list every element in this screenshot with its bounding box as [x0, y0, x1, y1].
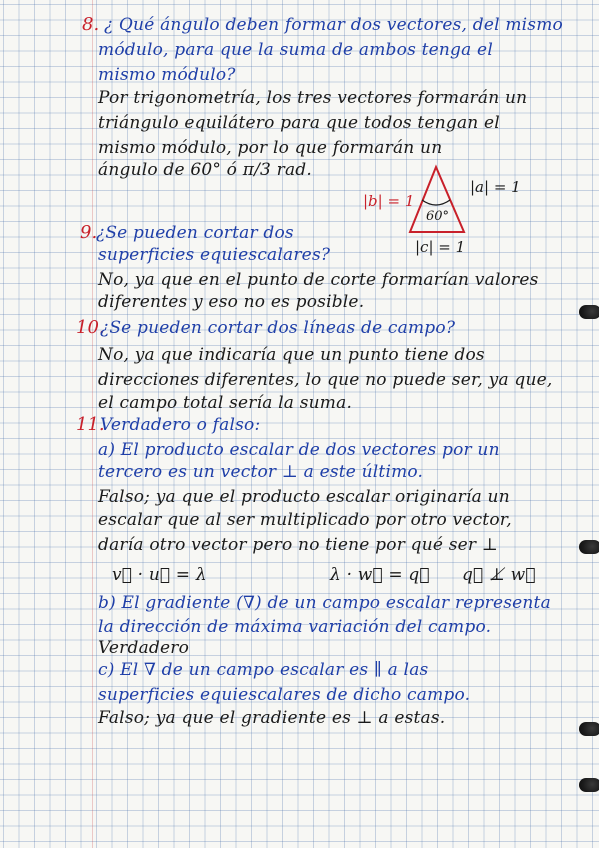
- question-8-number: 8.: [82, 14, 100, 35]
- label-c-magnitude: |c| = 1: [415, 238, 466, 256]
- binder-ring: [579, 722, 599, 736]
- statement-b-line: la dirección de máxima variación del campo.: [98, 617, 492, 637]
- question-10-number: 10.: [76, 317, 105, 338]
- question-11-number: 11.: [76, 414, 105, 435]
- answer-b-line: Verdadero: [98, 638, 190, 658]
- angle-arc: [422, 200, 450, 205]
- binder-ring: [579, 305, 599, 319]
- answer-9-line: diferentes y eso no es posible.: [98, 292, 365, 312]
- formula-a-part: v⃗ · u⃗ = λ: [112, 565, 207, 585]
- answer-10-line: direcciones diferentes, lo que no puede ser, ya que,: [98, 370, 553, 390]
- label-a-magnitude: |a| = 1: [470, 178, 521, 196]
- statement-a-line: a) El producto escalar de dos vectores por un: [98, 440, 500, 460]
- answer-10-line: No, ya que indicaría que un punto tiene dos: [98, 345, 485, 365]
- question-8-line: módulo, para que la suma de ambos tenga el: [98, 40, 493, 60]
- question-9-line: ¿Se pueden cortar dos: [96, 223, 294, 243]
- statement-c-line: c) El ∇ de un campo escalar es ∥ a las: [98, 660, 429, 680]
- answer-10-line: el campo total sería la suma.: [98, 393, 353, 413]
- statement-c-line: superficies equiescalares de dicho campo.: [98, 685, 471, 705]
- question-9-line: superficies equiescalares?: [98, 245, 331, 265]
- question-10-line: ¿Se pueden cortar dos líneas de campo?: [100, 318, 456, 338]
- question-8-line: mismo módulo?: [98, 65, 236, 85]
- answer-9-line: No, ya que en el punto de corte formarían valores: [98, 270, 539, 290]
- label-b-magnitude: |b| = 1: [363, 192, 415, 210]
- question-11-title: Verdadero o falso:: [100, 415, 261, 435]
- statement-b-line: b) El gradiente (∇) de un campo escalar representa: [98, 593, 551, 613]
- answer-8-line: triángulo equilátero para que todos tengan el: [98, 113, 500, 133]
- statement-a-line: tercero es un vector ⊥ a este último.: [98, 462, 424, 482]
- answer-8-line: Por trigonometría, los tres vectores formarán un: [98, 88, 528, 108]
- answer-a-line: daría otro vector pero no tiene por qué ser ⊥: [98, 535, 499, 555]
- answer-a-line: Falso; ya que el producto escalar originaría un: [98, 487, 510, 507]
- equilateral-triangle-diagram: [360, 162, 550, 257]
- answer-8-line: mismo módulo, por lo que formarán un: [98, 138, 443, 158]
- answer-a-line: escalar que al ser multiplicado por otro vector,: [98, 510, 512, 530]
- formula-a-part: λ · w⃗ = q⃗: [330, 565, 430, 585]
- formula-a-part: q⃗ ⊥̸ w⃗: [462, 565, 536, 585]
- question-8-line: ¿ Qué ángulo deben formar dos vectores, del mismo: [104, 15, 563, 35]
- question-9-number: 9.: [80, 222, 98, 243]
- binder-ring: [579, 778, 599, 792]
- label-angle: 60°: [426, 209, 450, 224]
- answer-8-line: ángulo de 60° ó π/3 rad.: [98, 160, 312, 180]
- binder-ring: [579, 540, 599, 554]
- answer-c-line: Falso; ya que el gradiente es ⊥ a estas.: [98, 708, 446, 728]
